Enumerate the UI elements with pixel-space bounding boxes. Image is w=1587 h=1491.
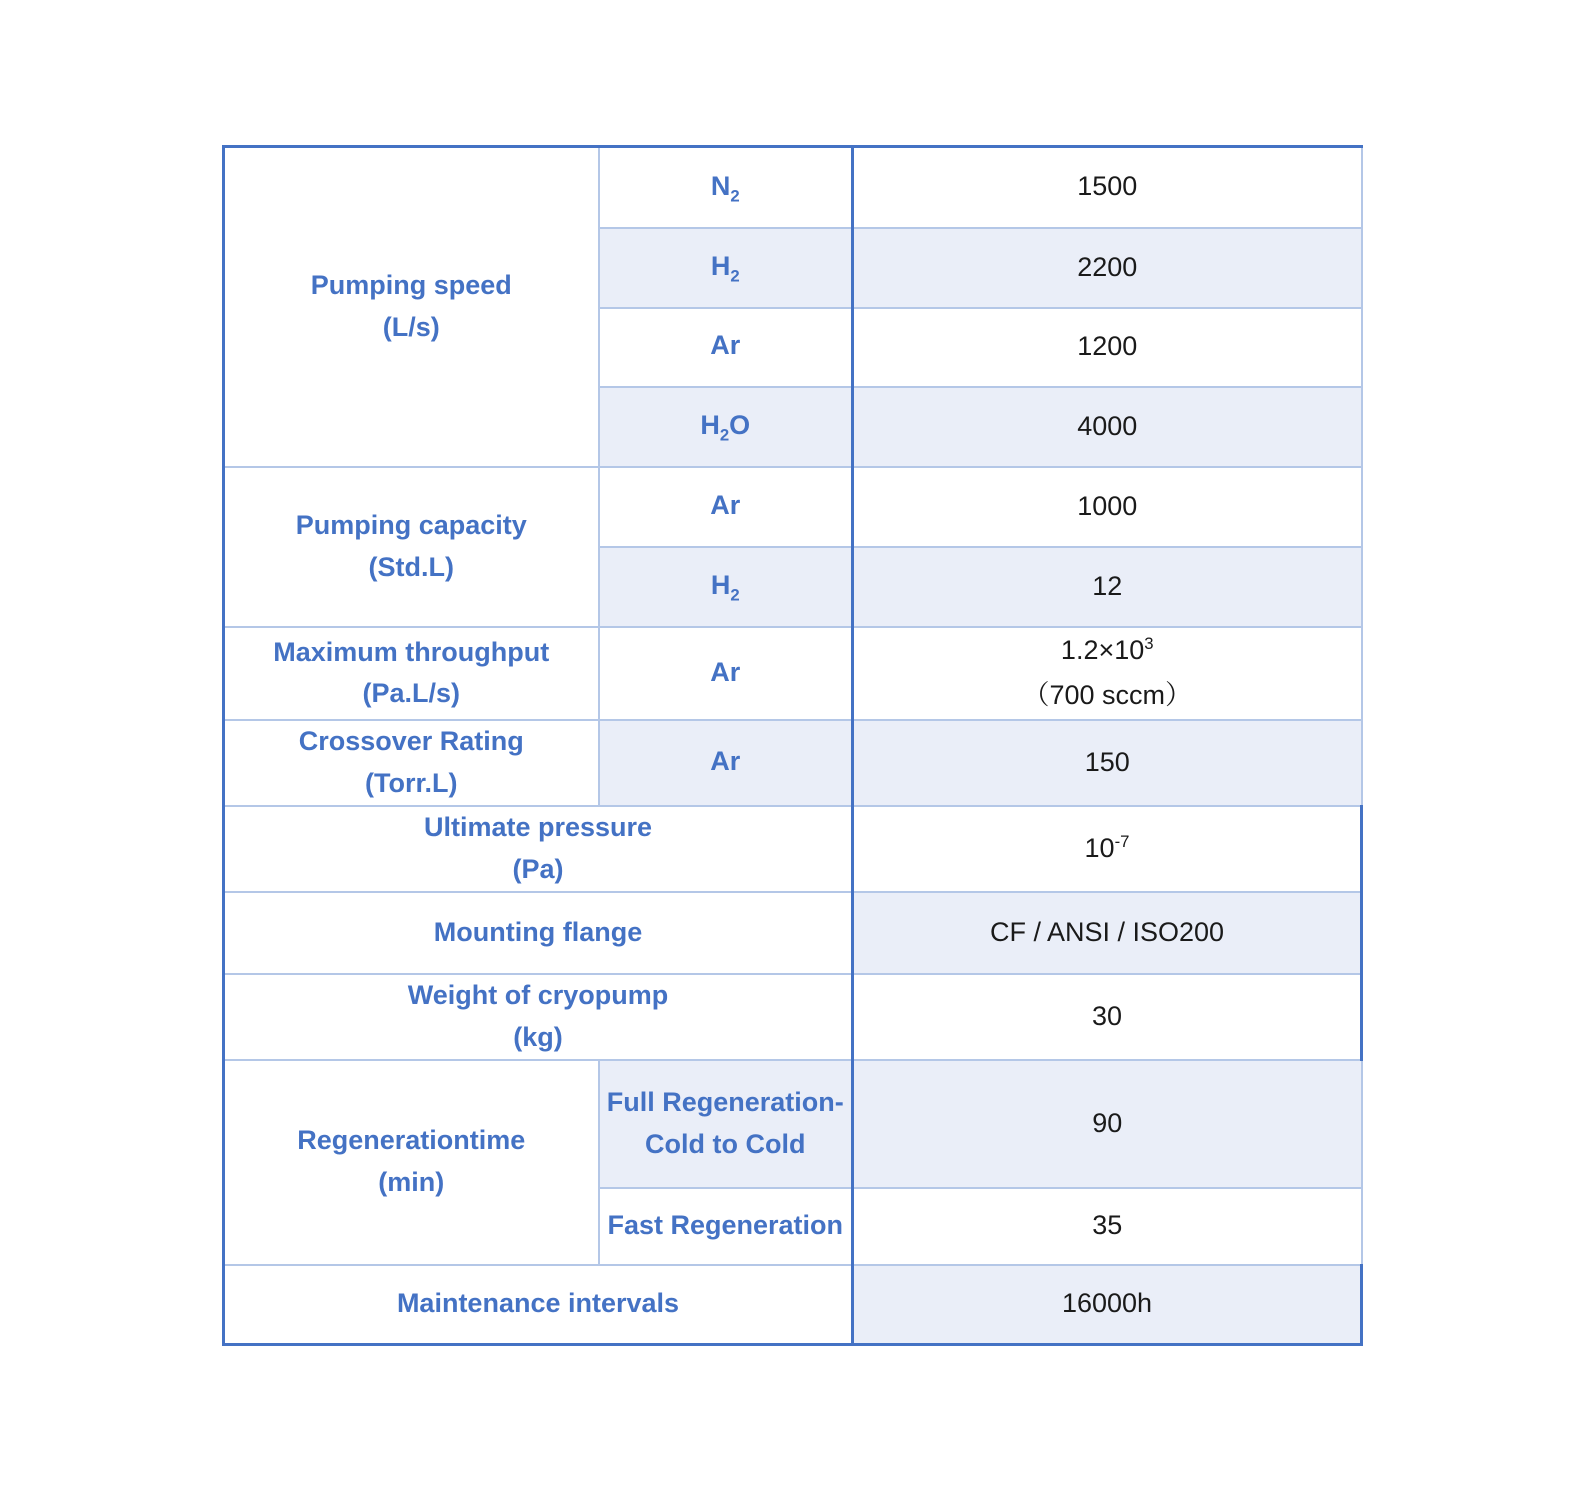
value-line1 bbox=[1061, 635, 1154, 665]
gas-cell-ar bbox=[599, 627, 853, 721]
section-label: Maximum throughput bbox=[273, 636, 550, 667]
value-line2: （700 sccm） bbox=[1022, 680, 1193, 711]
section-label: Crossover Rating bbox=[298, 726, 524, 757]
ultimate-pressure-label-cell bbox=[224, 806, 853, 892]
value-text: 2200 bbox=[1077, 251, 1138, 282]
section-unit: (Torr.L) bbox=[365, 768, 458, 799]
mode-cell-fast-regeneration bbox=[599, 1188, 853, 1265]
section-unit: (kg) bbox=[513, 1021, 563, 1052]
value-exponent: 3 bbox=[1144, 633, 1154, 653]
section-unit: (L/s) bbox=[382, 311, 440, 342]
gas-cell-n2 bbox=[599, 147, 853, 228]
gas-symbol bbox=[710, 250, 740, 286]
value-text: 1200 bbox=[1077, 331, 1138, 362]
gas-cell-ar bbox=[599, 308, 853, 387]
regeneration-time-label-cell bbox=[224, 1060, 599, 1265]
cryopump-spec-table bbox=[222, 145, 1363, 1346]
gas-symbol bbox=[700, 409, 751, 445]
gas-pre: H bbox=[710, 250, 731, 281]
value-cell-speed-n2 bbox=[853, 147, 1362, 228]
gas-post: O bbox=[729, 409, 751, 440]
section-label: Maintenance intervals bbox=[396, 1288, 680, 1319]
gas-pre: Ar bbox=[710, 330, 741, 361]
gas-cell-h2 bbox=[599, 228, 853, 308]
section-unit: (Pa) bbox=[512, 853, 564, 884]
pumping-speed-label-cell bbox=[224, 147, 599, 467]
gas-symbol bbox=[710, 569, 740, 605]
value-cell-capacity-h2 bbox=[853, 547, 1362, 627]
value-text: 150 bbox=[1084, 747, 1130, 778]
gas-symbol bbox=[710, 170, 740, 205]
pumping-capacity-label-cell bbox=[224, 467, 599, 627]
mode-cell-full-regeneration bbox=[599, 1060, 853, 1188]
gas-pre: N bbox=[710, 170, 731, 201]
gas-symbol bbox=[710, 490, 740, 520]
value-base: 10 bbox=[1084, 833, 1115, 864]
value-text: 30 bbox=[1091, 1000, 1123, 1031]
gas-sub: 2 bbox=[730, 185, 740, 205]
value-exponent: -7 bbox=[1114, 832, 1130, 852]
crossover-rating-label-cell bbox=[224, 720, 599, 806]
mode-label: Fast Regeneration bbox=[607, 1210, 844, 1241]
gas-pre: Ar bbox=[710, 746, 741, 777]
value-cell-full-regeneration bbox=[853, 1060, 1362, 1188]
value-cell-capacity-ar bbox=[853, 467, 1362, 547]
mounting-flange-label-cell bbox=[224, 892, 853, 974]
gas-sub: 2 bbox=[730, 585, 740, 605]
section-label: Mounting flange bbox=[433, 917, 643, 948]
value-text: 16000h bbox=[1061, 1288, 1153, 1319]
value-text: 4000 bbox=[1077, 410, 1138, 441]
gas-pre: H bbox=[700, 409, 720, 440]
gas-cell-ar bbox=[599, 467, 853, 547]
value-cell-speed-h2 bbox=[853, 228, 1362, 308]
section-label: Weight of cryopump bbox=[407, 979, 669, 1010]
value-base: 1.2×10 bbox=[1060, 634, 1145, 665]
value-text: 1500 bbox=[1077, 171, 1138, 202]
section-label: Ultimate pressure bbox=[423, 812, 653, 843]
value-text: 12 bbox=[1092, 570, 1123, 601]
gas-pre: H bbox=[710, 569, 731, 600]
value-cell-weight bbox=[853, 974, 1362, 1060]
section-unit: (Std.L) bbox=[368, 551, 454, 582]
gas-symbol bbox=[710, 330, 740, 360]
value-cell-maintenance bbox=[853, 1265, 1362, 1345]
section-unit: (min) bbox=[378, 1167, 445, 1198]
gas-sub: 2 bbox=[719, 425, 730, 445]
value-cell-fast-regeneration bbox=[853, 1188, 1362, 1265]
max-throughput-label-cell bbox=[224, 627, 599, 721]
gas-cell-h2o bbox=[599, 387, 853, 467]
value-cell-ultimate-pressure bbox=[853, 806, 1362, 892]
gas-symbol bbox=[710, 746, 740, 776]
value-text: CF / ANSI / ISO200 bbox=[989, 917, 1225, 948]
mode-label: Full Regeneration-Cold to Cold bbox=[606, 1086, 844, 1159]
value-cell-speed-ar bbox=[853, 308, 1362, 387]
section-label: Regenerationtime bbox=[297, 1125, 526, 1156]
value-text: 35 bbox=[1092, 1210, 1123, 1241]
gas-cell-ar bbox=[599, 720, 853, 806]
section-label: Pumping capacity bbox=[295, 509, 527, 540]
gas-pre: Ar bbox=[710, 489, 741, 520]
gas-symbol bbox=[710, 657, 740, 687]
gas-sub: 2 bbox=[730, 266, 740, 286]
maintenance-intervals-label-cell bbox=[224, 1265, 853, 1345]
value-cell-throughput-ar bbox=[853, 627, 1362, 721]
gas-pre: Ar bbox=[710, 656, 741, 687]
value-cell-mounting-flange bbox=[853, 892, 1362, 974]
value-cell-speed-h2o bbox=[853, 387, 1362, 467]
gas-cell-h2 bbox=[599, 547, 853, 627]
section-label: Pumping speed bbox=[310, 269, 512, 300]
value-cell-crossover-ar bbox=[853, 720, 1362, 806]
section-unit: (Pa.L/s) bbox=[362, 678, 461, 709]
value-text: 90 bbox=[1092, 1107, 1123, 1138]
value-text: 1000 bbox=[1077, 490, 1138, 521]
cryopump-weight-label-cell bbox=[224, 974, 853, 1060]
